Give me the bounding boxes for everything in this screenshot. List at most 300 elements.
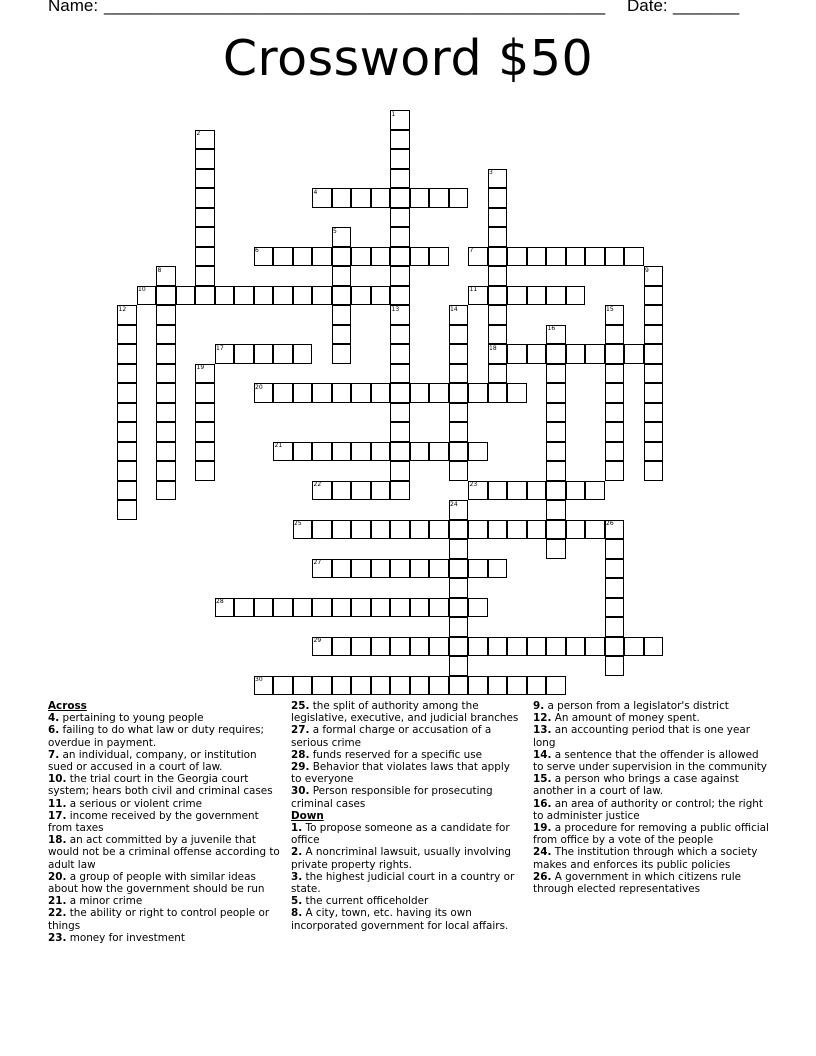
grid-cell[interactable] bbox=[156, 383, 176, 403]
date-line[interactable]: _______ bbox=[673, 0, 740, 15]
grid-cell[interactable] bbox=[390, 247, 410, 267]
grid-cell[interactable] bbox=[117, 422, 137, 442]
grid-cell[interactable] bbox=[332, 442, 352, 462]
grid-cell[interactable] bbox=[215, 286, 235, 306]
grid-cell[interactable] bbox=[527, 344, 547, 364]
grid-cell[interactable] bbox=[293, 344, 313, 364]
grid-cell[interactable] bbox=[195, 188, 215, 208]
grid-cell[interactable] bbox=[507, 676, 527, 696]
grid-cell[interactable] bbox=[507, 247, 527, 267]
grid-cell[interactable] bbox=[605, 539, 625, 559]
grid-cell[interactable] bbox=[195, 383, 215, 403]
grid-cell[interactable] bbox=[410, 676, 430, 696]
grid-cell[interactable] bbox=[293, 676, 313, 696]
grid-cell[interactable] bbox=[390, 520, 410, 540]
grid-cell[interactable] bbox=[449, 578, 469, 598]
grid-cell[interactable] bbox=[195, 208, 215, 228]
clue-number-label: 15 bbox=[606, 305, 614, 313]
grid-cell[interactable] bbox=[546, 403, 566, 423]
grid-cell[interactable] bbox=[273, 676, 293, 696]
grid-cell[interactable] bbox=[585, 247, 605, 267]
grid-cell[interactable] bbox=[390, 598, 410, 618]
grid-cell[interactable] bbox=[429, 559, 449, 579]
grid-cell[interactable] bbox=[332, 247, 352, 267]
grid-cell[interactable] bbox=[117, 461, 137, 481]
grid-cell[interactable] bbox=[605, 344, 625, 364]
clue-item bbox=[533, 871, 769, 895]
grid-cell[interactable] bbox=[332, 520, 352, 540]
grid-cell[interactable] bbox=[390, 364, 410, 384]
grid-cell[interactable] bbox=[351, 247, 371, 267]
grid-cell[interactable] bbox=[410, 383, 430, 403]
grid-cell[interactable] bbox=[156, 325, 176, 345]
grid-cell[interactable] bbox=[644, 442, 664, 462]
grid-cell[interactable] bbox=[390, 442, 410, 462]
grid-cell[interactable] bbox=[293, 442, 313, 462]
grid-cell[interactable] bbox=[507, 481, 527, 501]
grid-cell[interactable] bbox=[449, 598, 469, 618]
grid-cell[interactable] bbox=[449, 520, 469, 540]
grid-cell[interactable] bbox=[605, 442, 625, 462]
grid-cell[interactable] bbox=[273, 598, 293, 618]
grid-cell[interactable] bbox=[371, 442, 391, 462]
grid-cell[interactable] bbox=[488, 305, 508, 325]
grid-cell[interactable] bbox=[293, 383, 313, 403]
grid-cell[interactable] bbox=[390, 344, 410, 364]
grid-cell[interactable] bbox=[390, 403, 410, 423]
grid-cell[interactable] bbox=[390, 266, 410, 286]
grid-cell[interactable] bbox=[449, 344, 469, 364]
grid-cell[interactable] bbox=[293, 247, 313, 267]
grid-cell[interactable] bbox=[527, 520, 547, 540]
grid-cell[interactable] bbox=[488, 676, 508, 696]
grid-cell[interactable] bbox=[624, 344, 644, 364]
grid-cell[interactable] bbox=[449, 422, 469, 442]
grid-cell[interactable] bbox=[605, 383, 625, 403]
grid-cell[interactable] bbox=[468, 598, 488, 618]
grid-cell[interactable] bbox=[156, 344, 176, 364]
grid-cell[interactable] bbox=[195, 461, 215, 481]
grid-cell[interactable] bbox=[605, 461, 625, 481]
grid-cell[interactable] bbox=[117, 442, 137, 462]
grid-cell[interactable] bbox=[371, 383, 391, 403]
grid-cell[interactable] bbox=[605, 364, 625, 384]
grid-cell[interactable] bbox=[605, 403, 625, 423]
grid-cell[interactable] bbox=[117, 481, 137, 501]
grid-cell[interactable] bbox=[371, 637, 391, 657]
grid-cell[interactable] bbox=[468, 442, 488, 462]
grid-cell[interactable] bbox=[488, 481, 508, 501]
grid-cell[interactable] bbox=[449, 403, 469, 423]
grid-cell[interactable] bbox=[254, 344, 274, 364]
grid-cell[interactable] bbox=[371, 676, 391, 696]
grid-cell[interactable] bbox=[429, 247, 449, 267]
clue-item bbox=[291, 895, 523, 907]
grid-cell[interactable] bbox=[410, 520, 430, 540]
grid-cell[interactable] bbox=[468, 559, 488, 579]
grid-cell[interactable] bbox=[644, 637, 664, 657]
grid-cell[interactable] bbox=[390, 559, 410, 579]
grid-cell[interactable] bbox=[566, 520, 586, 540]
grid-cell[interactable] bbox=[351, 520, 371, 540]
clue-number: 6. bbox=[48, 724, 60, 737]
clue-text: the ability or right to control people or things bbox=[48, 907, 270, 932]
grid-cell[interactable] bbox=[566, 344, 586, 364]
grid-cell[interactable] bbox=[546, 247, 566, 267]
grid-cell[interactable] bbox=[410, 598, 430, 618]
grid-cell[interactable] bbox=[644, 383, 664, 403]
grid-cell[interactable] bbox=[312, 520, 332, 540]
grid-cell[interactable] bbox=[195, 169, 215, 189]
clue-number: 28. bbox=[291, 748, 310, 761]
grid-cell[interactable] bbox=[644, 325, 664, 345]
grid-cell[interactable] bbox=[644, 344, 664, 364]
grid-cell[interactable] bbox=[156, 286, 176, 306]
grid-cell[interactable] bbox=[429, 598, 449, 618]
grid-cell[interactable] bbox=[117, 500, 137, 520]
grid-cell[interactable] bbox=[527, 247, 547, 267]
grid-cell[interactable] bbox=[195, 442, 215, 462]
grid-cell[interactable] bbox=[312, 598, 332, 618]
grid-cell[interactable] bbox=[390, 169, 410, 189]
grid-cell[interactable] bbox=[488, 325, 508, 345]
grid-cell[interactable] bbox=[351, 559, 371, 579]
grid-cell[interactable] bbox=[410, 188, 430, 208]
clue-item bbox=[48, 834, 280, 871]
grid-cell[interactable] bbox=[488, 247, 508, 267]
grid-cell[interactable] bbox=[332, 637, 352, 657]
grid-cell[interactable] bbox=[312, 442, 332, 462]
grid-cell[interactable] bbox=[644, 422, 664, 442]
grid-cell[interactable] bbox=[351, 188, 371, 208]
grid-cell[interactable] bbox=[273, 344, 293, 364]
grid-cell[interactable] bbox=[605, 656, 625, 676]
grid-cell[interactable] bbox=[605, 617, 625, 637]
clue-item bbox=[291, 785, 523, 809]
grid-cell[interactable] bbox=[371, 247, 391, 267]
grid-cell[interactable] bbox=[644, 403, 664, 423]
grid-cell[interactable] bbox=[234, 598, 254, 618]
grid-cell[interactable] bbox=[351, 676, 371, 696]
grid-cell[interactable] bbox=[488, 208, 508, 228]
grid-cell[interactable] bbox=[273, 383, 293, 403]
grid-cell[interactable] bbox=[429, 188, 449, 208]
grid-cell[interactable] bbox=[351, 442, 371, 462]
grid-cell[interactable] bbox=[527, 637, 547, 657]
grid-cell[interactable] bbox=[351, 286, 371, 306]
grid-cell[interactable] bbox=[488, 227, 508, 247]
clue-text: pertaining to young people bbox=[59, 712, 204, 725]
grid-cell[interactable] bbox=[312, 383, 332, 403]
grid-cell[interactable] bbox=[410, 559, 430, 579]
grid-cell[interactable] bbox=[429, 442, 449, 462]
grid-cell[interactable] bbox=[156, 305, 176, 325]
grid-cell[interactable] bbox=[449, 364, 469, 384]
grid-cell[interactable] bbox=[566, 286, 586, 306]
grid-cell[interactable] bbox=[429, 383, 449, 403]
grid-cell[interactable] bbox=[176, 286, 196, 306]
clue-number-label: 2 bbox=[196, 130, 201, 137]
grid-cell[interactable] bbox=[527, 481, 547, 501]
grid-cell[interactable] bbox=[234, 344, 254, 364]
grid-cell[interactable] bbox=[195, 247, 215, 267]
grid-cell[interactable] bbox=[410, 442, 430, 462]
grid-cell[interactable] bbox=[332, 305, 352, 325]
grid-cell[interactable] bbox=[156, 422, 176, 442]
date-label: Date: bbox=[627, 0, 668, 15]
grid-cell[interactable] bbox=[507, 637, 527, 657]
grid-cell[interactable] bbox=[351, 637, 371, 657]
grid-cell[interactable] bbox=[390, 130, 410, 150]
grid-cell[interactable] bbox=[156, 481, 176, 501]
grid-cell[interactable] bbox=[449, 383, 469, 403]
grid-cell[interactable] bbox=[371, 598, 391, 618]
clues-column-2 bbox=[291, 700, 523, 932]
grid-cell[interactable] bbox=[156, 442, 176, 462]
grid-cell[interactable] bbox=[332, 676, 352, 696]
grid-cell[interactable] bbox=[449, 461, 469, 481]
clue-number-label: 16 bbox=[547, 325, 556, 332]
grid-cell[interactable] bbox=[195, 149, 215, 169]
clue-number-label: 12 bbox=[118, 305, 127, 313]
grid-cell[interactable] bbox=[117, 344, 137, 364]
grid-cell[interactable] bbox=[390, 461, 410, 481]
grid-cell[interactable] bbox=[390, 676, 410, 696]
grid-cell[interactable] bbox=[468, 383, 488, 403]
grid-cell[interactable] bbox=[156, 364, 176, 384]
grid-cell[interactable] bbox=[585, 637, 605, 657]
clue-text: The institution through which a society makes and enforces its public policies bbox=[533, 846, 758, 871]
grid-cell[interactable] bbox=[332, 286, 352, 306]
grid-cell[interactable] bbox=[312, 676, 332, 696]
grid-cell[interactable] bbox=[546, 539, 566, 559]
grid-cell[interactable] bbox=[624, 637, 644, 657]
grid-cell[interactable] bbox=[195, 403, 215, 423]
grid-cell[interactable] bbox=[371, 481, 391, 501]
grid-cell[interactable] bbox=[644, 305, 664, 325]
grid-cell[interactable] bbox=[546, 286, 566, 306]
grid-cell[interactable] bbox=[449, 559, 469, 579]
clue-text: an accounting period that is one year long bbox=[533, 724, 750, 749]
grid-cell[interactable] bbox=[156, 403, 176, 423]
grid-cell[interactable] bbox=[546, 481, 566, 501]
grid-cell[interactable] bbox=[507, 344, 527, 364]
grid-cell[interactable] bbox=[390, 208, 410, 228]
clue-item bbox=[533, 712, 769, 724]
grid-cell[interactable] bbox=[488, 364, 508, 384]
clue-number-label: 26 bbox=[606, 520, 614, 527]
grid-cell[interactable] bbox=[468, 676, 488, 696]
grid-cell[interactable] bbox=[195, 227, 215, 247]
clue-text: failing to do what law or duty requires; overdue in payment. bbox=[48, 724, 265, 749]
grid-cell[interactable] bbox=[605, 325, 625, 345]
clue-number: 10. bbox=[48, 773, 67, 786]
grid-cell[interactable] bbox=[410, 637, 430, 657]
grid-cell[interactable] bbox=[390, 149, 410, 169]
down-heading: Down bbox=[291, 809, 324, 822]
clue-text: a procedure for removing a public official from office by a vote of the people bbox=[533, 822, 769, 847]
name-line[interactable]: _____________________________________________________ bbox=[104, 0, 606, 15]
grid-cell[interactable] bbox=[605, 422, 625, 442]
grid-cell[interactable] bbox=[449, 539, 469, 559]
grid-cell[interactable] bbox=[371, 188, 391, 208]
grid-cell[interactable] bbox=[488, 286, 508, 306]
grid-cell[interactable] bbox=[156, 461, 176, 481]
grid-cell[interactable] bbox=[468, 520, 488, 540]
grid-cell[interactable] bbox=[371, 559, 391, 579]
grid-cell[interactable] bbox=[293, 286, 313, 306]
grid-cell[interactable] bbox=[351, 481, 371, 501]
grid-cell[interactable] bbox=[488, 520, 508, 540]
grid-cell[interactable] bbox=[527, 676, 547, 696]
clue-number-label: 6 bbox=[255, 247, 259, 254]
clue-number: 23. bbox=[48, 931, 67, 944]
clue-number-label: 29 bbox=[313, 637, 322, 644]
grid-cell[interactable] bbox=[332, 598, 352, 618]
grid-cell[interactable] bbox=[546, 364, 566, 384]
grid-cell[interactable] bbox=[332, 481, 352, 501]
grid-cell[interactable] bbox=[566, 481, 586, 501]
across-clue-list-a bbox=[48, 712, 280, 944]
grid-cell[interactable] bbox=[117, 325, 137, 345]
grid-cell[interactable] bbox=[410, 247, 430, 267]
grid-cell[interactable] bbox=[195, 286, 215, 306]
grid-cell[interactable] bbox=[605, 637, 625, 657]
grid-cell[interactable] bbox=[527, 286, 547, 306]
grid-cell[interactable] bbox=[546, 500, 566, 520]
grid-cell[interactable] bbox=[390, 422, 410, 442]
grid-cell[interactable] bbox=[546, 422, 566, 442]
grid-cell[interactable] bbox=[488, 188, 508, 208]
grid-cell[interactable] bbox=[546, 461, 566, 481]
grid-cell[interactable] bbox=[566, 247, 586, 267]
grid-cell[interactable] bbox=[195, 266, 215, 286]
grid-cell[interactable] bbox=[332, 188, 352, 208]
clue-item bbox=[291, 822, 523, 846]
grid-cell[interactable] bbox=[293, 598, 313, 618]
clue-number-label: 13 bbox=[391, 305, 400, 313]
grid-cell[interactable] bbox=[449, 676, 469, 696]
grid-cell[interactable] bbox=[371, 286, 391, 306]
grid-cell[interactable] bbox=[488, 637, 508, 657]
grid-cell[interactable] bbox=[449, 188, 469, 208]
grid-cell[interactable] bbox=[234, 286, 254, 306]
clue-number: 5. bbox=[291, 895, 303, 908]
grid-cell[interactable] bbox=[273, 286, 293, 306]
grid-cell[interactable] bbox=[644, 364, 664, 384]
clue-number-label: 17 bbox=[216, 344, 224, 352]
clue-number: 14. bbox=[533, 748, 552, 761]
clue-number-label: 22 bbox=[313, 481, 322, 488]
grid-cell[interactable] bbox=[585, 344, 605, 364]
across-heading: Across bbox=[48, 700, 87, 712]
clue-number-label: 23 bbox=[469, 481, 478, 488]
grid-cell[interactable] bbox=[332, 559, 352, 579]
grid-cell[interactable] bbox=[195, 422, 215, 442]
grid-cell[interactable] bbox=[507, 383, 527, 403]
grid-cell[interactable] bbox=[351, 383, 371, 403]
grid-cell[interactable] bbox=[390, 227, 410, 247]
grid-cell[interactable] bbox=[117, 383, 137, 403]
grid-cell[interactable] bbox=[449, 325, 469, 345]
grid-cell[interactable] bbox=[644, 286, 664, 306]
grid-cell[interactable] bbox=[351, 598, 371, 618]
grid-cell[interactable] bbox=[507, 520, 527, 540]
clue-item bbox=[533, 724, 769, 748]
clue-text: An amount of money spent. bbox=[551, 712, 700, 725]
grid-cell[interactable] bbox=[449, 637, 469, 657]
grid-cell[interactable] bbox=[312, 286, 332, 306]
grid-cell[interactable] bbox=[546, 637, 566, 657]
grid-cell[interactable] bbox=[605, 578, 625, 598]
grid-cell[interactable] bbox=[371, 520, 391, 540]
clue-number: 7. bbox=[48, 748, 60, 761]
clue-text: the highest judicial court in a country or state. bbox=[291, 870, 515, 896]
clue-text: a person from a legislator's district bbox=[544, 700, 729, 712]
grid-cell[interactable] bbox=[332, 344, 352, 364]
grid-cell[interactable] bbox=[390, 637, 410, 657]
grid-cell[interactable] bbox=[546, 344, 566, 364]
grid-cell[interactable] bbox=[254, 286, 274, 306]
grid-cell[interactable] bbox=[449, 656, 469, 676]
grid-cell[interactable] bbox=[117, 364, 137, 384]
grid-cell[interactable] bbox=[605, 247, 625, 267]
grid-cell[interactable] bbox=[546, 676, 566, 696]
grid-cell[interactable] bbox=[449, 442, 469, 462]
grid-cell[interactable] bbox=[468, 637, 488, 657]
grid-cell[interactable] bbox=[546, 383, 566, 403]
grid-cell[interactable] bbox=[644, 461, 664, 481]
grid-cell[interactable] bbox=[585, 481, 605, 501]
grid-cell[interactable] bbox=[390, 325, 410, 345]
grid-cell[interactable] bbox=[332, 325, 352, 345]
clue-number: 18. bbox=[48, 834, 67, 847]
grid-cell[interactable] bbox=[429, 637, 449, 657]
grid-cell[interactable] bbox=[273, 247, 293, 267]
grid-cell[interactable] bbox=[605, 598, 625, 618]
grid-cell[interactable] bbox=[332, 266, 352, 286]
grid-cell[interactable] bbox=[312, 247, 332, 267]
grid-cell[interactable] bbox=[390, 383, 410, 403]
grid-cell[interactable] bbox=[566, 637, 586, 657]
clue-number: 13. bbox=[533, 724, 552, 737]
grid-cell[interactable] bbox=[585, 520, 605, 540]
grid-cell[interactable] bbox=[332, 383, 352, 403]
clue-number: 30. bbox=[291, 785, 310, 798]
grid-cell[interactable] bbox=[488, 559, 508, 579]
clue-number-label: 4 bbox=[313, 188, 318, 196]
grid-cell[interactable] bbox=[429, 676, 449, 696]
grid-cell[interactable] bbox=[488, 266, 508, 286]
grid-cell[interactable] bbox=[605, 559, 625, 579]
grid-cell[interactable] bbox=[390, 188, 410, 208]
grid-cell[interactable] bbox=[507, 286, 527, 306]
grid-cell[interactable] bbox=[624, 247, 644, 267]
grid-cell[interactable] bbox=[390, 481, 410, 501]
grid-cell[interactable] bbox=[429, 520, 449, 540]
grid-cell[interactable] bbox=[546, 442, 566, 462]
clue-text: the trial court in the Georgia court system; hears both civil and criminal cases bbox=[48, 773, 273, 798]
clue-text: a group of people with similar ideas about how the government should be run bbox=[48, 870, 265, 896]
grid-cell[interactable] bbox=[117, 403, 137, 423]
clue-item bbox=[533, 773, 769, 797]
clue-item bbox=[291, 846, 523, 870]
grid-cell[interactable] bbox=[254, 598, 274, 618]
grid-cell[interactable] bbox=[488, 383, 508, 403]
grid-cell[interactable] bbox=[449, 617, 469, 637]
grid-cell[interactable] bbox=[546, 520, 566, 540]
grid-cell[interactable] bbox=[390, 286, 410, 306]
